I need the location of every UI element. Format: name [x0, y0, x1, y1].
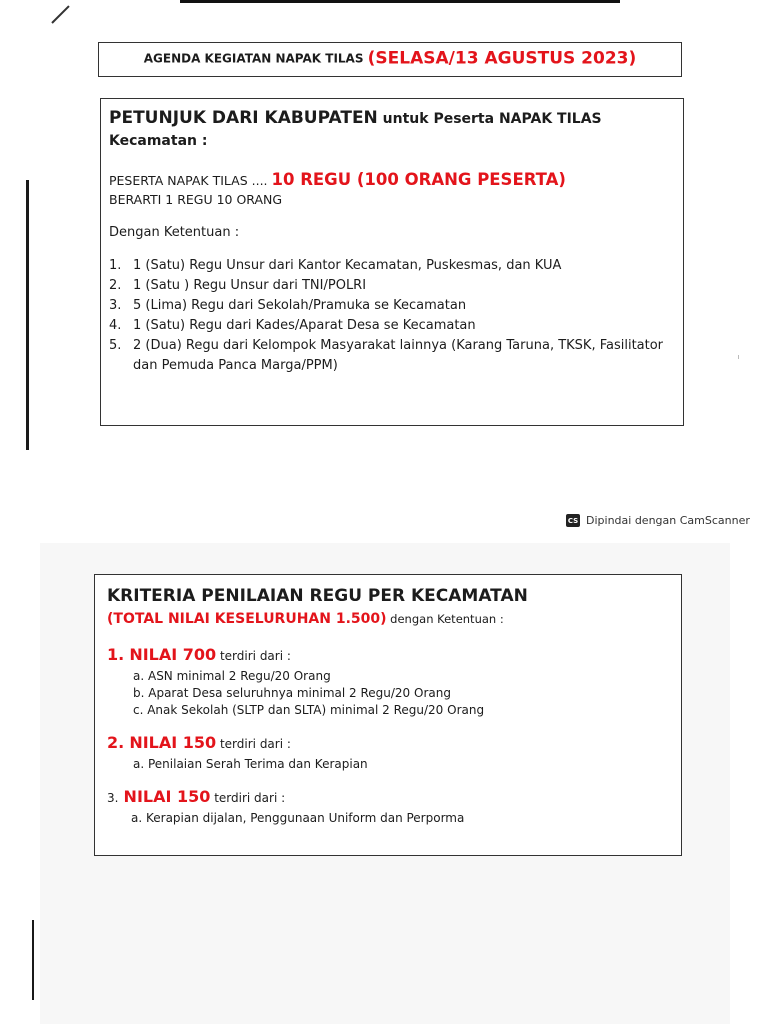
instructions-title-rest: untuk Peserta NAPAK TILAS — [377, 111, 602, 127]
criteria-sub-item: b. Aparat Desa seluruhnya minimal 2 Regu/20 Orang — [133, 686, 451, 700]
criteria-group-number: 3. — [107, 791, 119, 805]
criteria-title: KRITERIA PENILAIAN REGU PER KECAMATAN — [107, 586, 528, 606]
terms-item-text: 5 (Lima) Regu dari Sekolah/Pramuka se Kecamatan — [133, 298, 467, 313]
participants-label: PESERTA NAPAK TILAS .... — [109, 173, 272, 188]
criteria-group — [107, 643, 671, 719]
participants-line — [109, 170, 675, 190]
terms-item-number: 3. — [109, 298, 122, 313]
criteria-group-suffix: terdiri dari : — [210, 791, 286, 805]
criteria-total-line — [107, 607, 671, 631]
agenda-label: AGENDA KEGIATAN NAPAK TILAS — [143, 51, 368, 66]
criteria-sub-item: a. Penilaian Serah Terima dan Kerapian — [133, 757, 368, 771]
terms-item-text: 2 (Dua) Regu dari Kelompok Masyarakat lainnya (Karang Taruna, TKSK, Fasilitator dan Pemuda Panca Marga/PPM) — [133, 338, 664, 373]
criteria-group-suffix: terdiri dari : — [216, 737, 291, 751]
terms-item-text: 1 (Satu) Regu Unsur dari Kantor Kecamatan, Puskesmas, dan KUA — [133, 258, 562, 273]
criteria-group — [107, 731, 671, 773]
criteria-group-heading — [107, 731, 671, 756]
criteria-box — [94, 574, 682, 856]
scan-edge-right — [738, 355, 739, 359]
agenda-date: (SELASA/13 AGUSTUS 2023) — [367, 48, 637, 69]
criteria-group-value: NILAI 150 — [129, 733, 217, 752]
terms-list-item — [109, 276, 675, 296]
terms-item-number: 4. — [109, 318, 122, 333]
criteria-group-number: 2. — [107, 733, 125, 752]
scan-edge-left-upper — [26, 180, 29, 450]
criteria-sub-item: a. Kerapian dijalan, Penggunaan Uniform dan Perporma — [131, 811, 465, 825]
instructions-title-line2: Kecamatan : — [109, 133, 208, 149]
terms-list — [109, 256, 675, 376]
criteria-total: (TOTAL NILAI KESELURUHAN 1.500) — [107, 611, 387, 627]
criteria-group — [107, 785, 671, 827]
criteria-group-value: NILAI 700 — [129, 645, 217, 664]
criteria-group-heading — [107, 643, 671, 668]
criteria-sub-item: a. ASN minimal 2 Regu/20 Orang — [133, 669, 331, 683]
camscanner-label: Dipindai dengan CamScanner — [586, 514, 750, 527]
terms-list-item — [109, 256, 675, 276]
criteria-group-number: 1. — [107, 645, 125, 664]
camscanner-badge — [566, 514, 750, 527]
criteria-group-value: NILAI 150 — [123, 787, 211, 806]
criteria-group-heading — [107, 785, 671, 810]
terms-item-text: 1 (Satu ) Regu Unsur dari TNI/POLRI — [133, 278, 367, 293]
terms-label: Dengan Ketentuan : — [109, 225, 240, 240]
terms-list-item — [109, 336, 675, 376]
terms-item-number: 5. — [109, 338, 122, 353]
camscanner-icon: CS — [566, 514, 580, 527]
pen-mark — [51, 5, 69, 23]
scan-edge-top — [180, 0, 620, 3]
scan-edge-left-lower — [32, 920, 34, 1000]
terms-list-item — [109, 296, 675, 316]
terms-item-number: 1. — [109, 258, 122, 273]
instructions-title — [109, 107, 675, 130]
criteria-sub-item: c. Anak Sekolah (SLTP dan SLTA) minimal 2 Regu/20 Orang — [133, 703, 485, 717]
participants-meaning: BERARTI 1 REGU 10 ORANG — [109, 192, 283, 207]
participants-value: 10 REGU (100 ORANG PESERTA) — [271, 170, 566, 189]
criteria-group-suffix: terdiri dari : — [216, 649, 291, 663]
instructions-title-main: PETUNJUK DARI KABUPATEN — [109, 108, 378, 128]
terms-item-text: 1 (Satu) Regu dari Kades/Aparat Desa se Kecamatan — [133, 318, 476, 333]
instructions-box — [100, 98, 684, 426]
agenda-header — [98, 42, 682, 77]
criteria-groups — [107, 643, 671, 827]
terms-list-item — [109, 316, 675, 336]
criteria-total-suffix: dengan Ketentuan : — [386, 612, 504, 626]
terms-item-number: 2. — [109, 278, 122, 293]
